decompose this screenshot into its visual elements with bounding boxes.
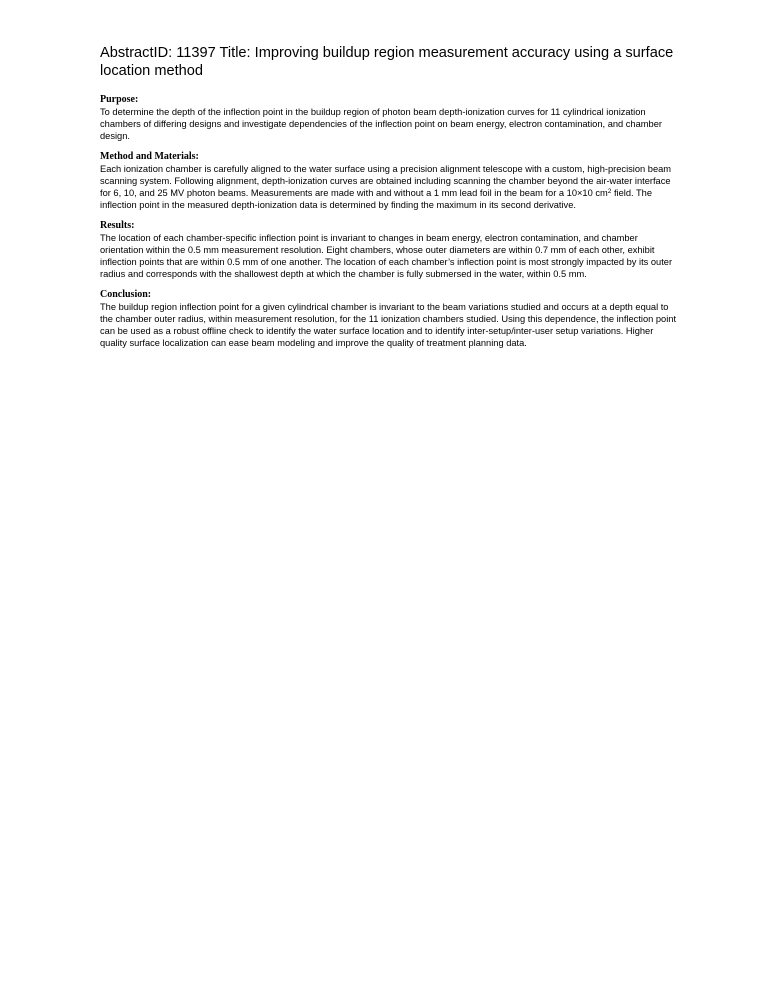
methods-heading: Method and Materials:: [100, 151, 199, 162]
conclusion-text: The buildup region inflection point for a given cylindrical chamber is invariant to the beam variations studied and occurs at a depth equal to the chamber outer radius, within measurement resolution, for the 11 ionization chambers studied. Using this dependence, the inflection point can be used as a robust offline check to identify the water surface location and to identify inter-setup/inter-user setup variations. Higher quality surface localization can ease beam modeling and improve the quality of treatment planning data.: [100, 302, 677, 348]
methods-section: [100, 151, 680, 211]
methods-text: [100, 163, 680, 211]
results-section: [100, 220, 680, 280]
abstract-title: AbstractID: 11397 Title: Improving buildup region measurement accuracy using a surface location method: [100, 45, 674, 79]
conclusion-heading: Conclusion:: [100, 289, 152, 300]
conclusion-section: [100, 289, 680, 349]
methods-text-part-2: field. The inflection point in the measured depth-ionization data is determined by finding the maximum in its second derivative.: [100, 188, 653, 210]
results-heading: Results:: [100, 220, 135, 231]
methods-text-part-1: Each ionization chamber is carefully aligned to the water surface using a precision alignment telescope with a custom, high-precision beam scanning system. Following alignment, depth-ionization curves are obtained including scanning the chamber beyond the air-water interface for 6, 10, and 25 MV photon beams. Measurements are made with and without a 1 mm lead foil in the beam for a 10×10 cm: [100, 164, 672, 198]
squared-superscript: 2: [607, 188, 612, 195]
abstract-page: [100, 44, 680, 358]
purpose-heading: Purpose:: [100, 94, 139, 105]
purpose-section: [100, 94, 680, 142]
purpose-text: To determine the depth of the inflection point in the buildup region of photon beam depth-ionization curves for 11 cylindrical ionization chambers of differing designs and investigate dependencies of the inflection point on beam energy, electron contamination, and chamber design.: [100, 107, 662, 141]
results-text: The location of each chamber-specific inflection point is invariant to changes in beam energy, electron contamination, and chamber orientation within the 0.5 mm measurement resolution. Eight chambers, whose outer diameters are within 0.7 mm of each other, exhibit inflection points that are within 0.5 mm of one another. The location of each chamber’s inflection point is most strongly impacted by its outer radius and corresponds with the shallowest depth at which the chamber is fully submersed in the water, within 0.5 mm.: [100, 233, 673, 279]
